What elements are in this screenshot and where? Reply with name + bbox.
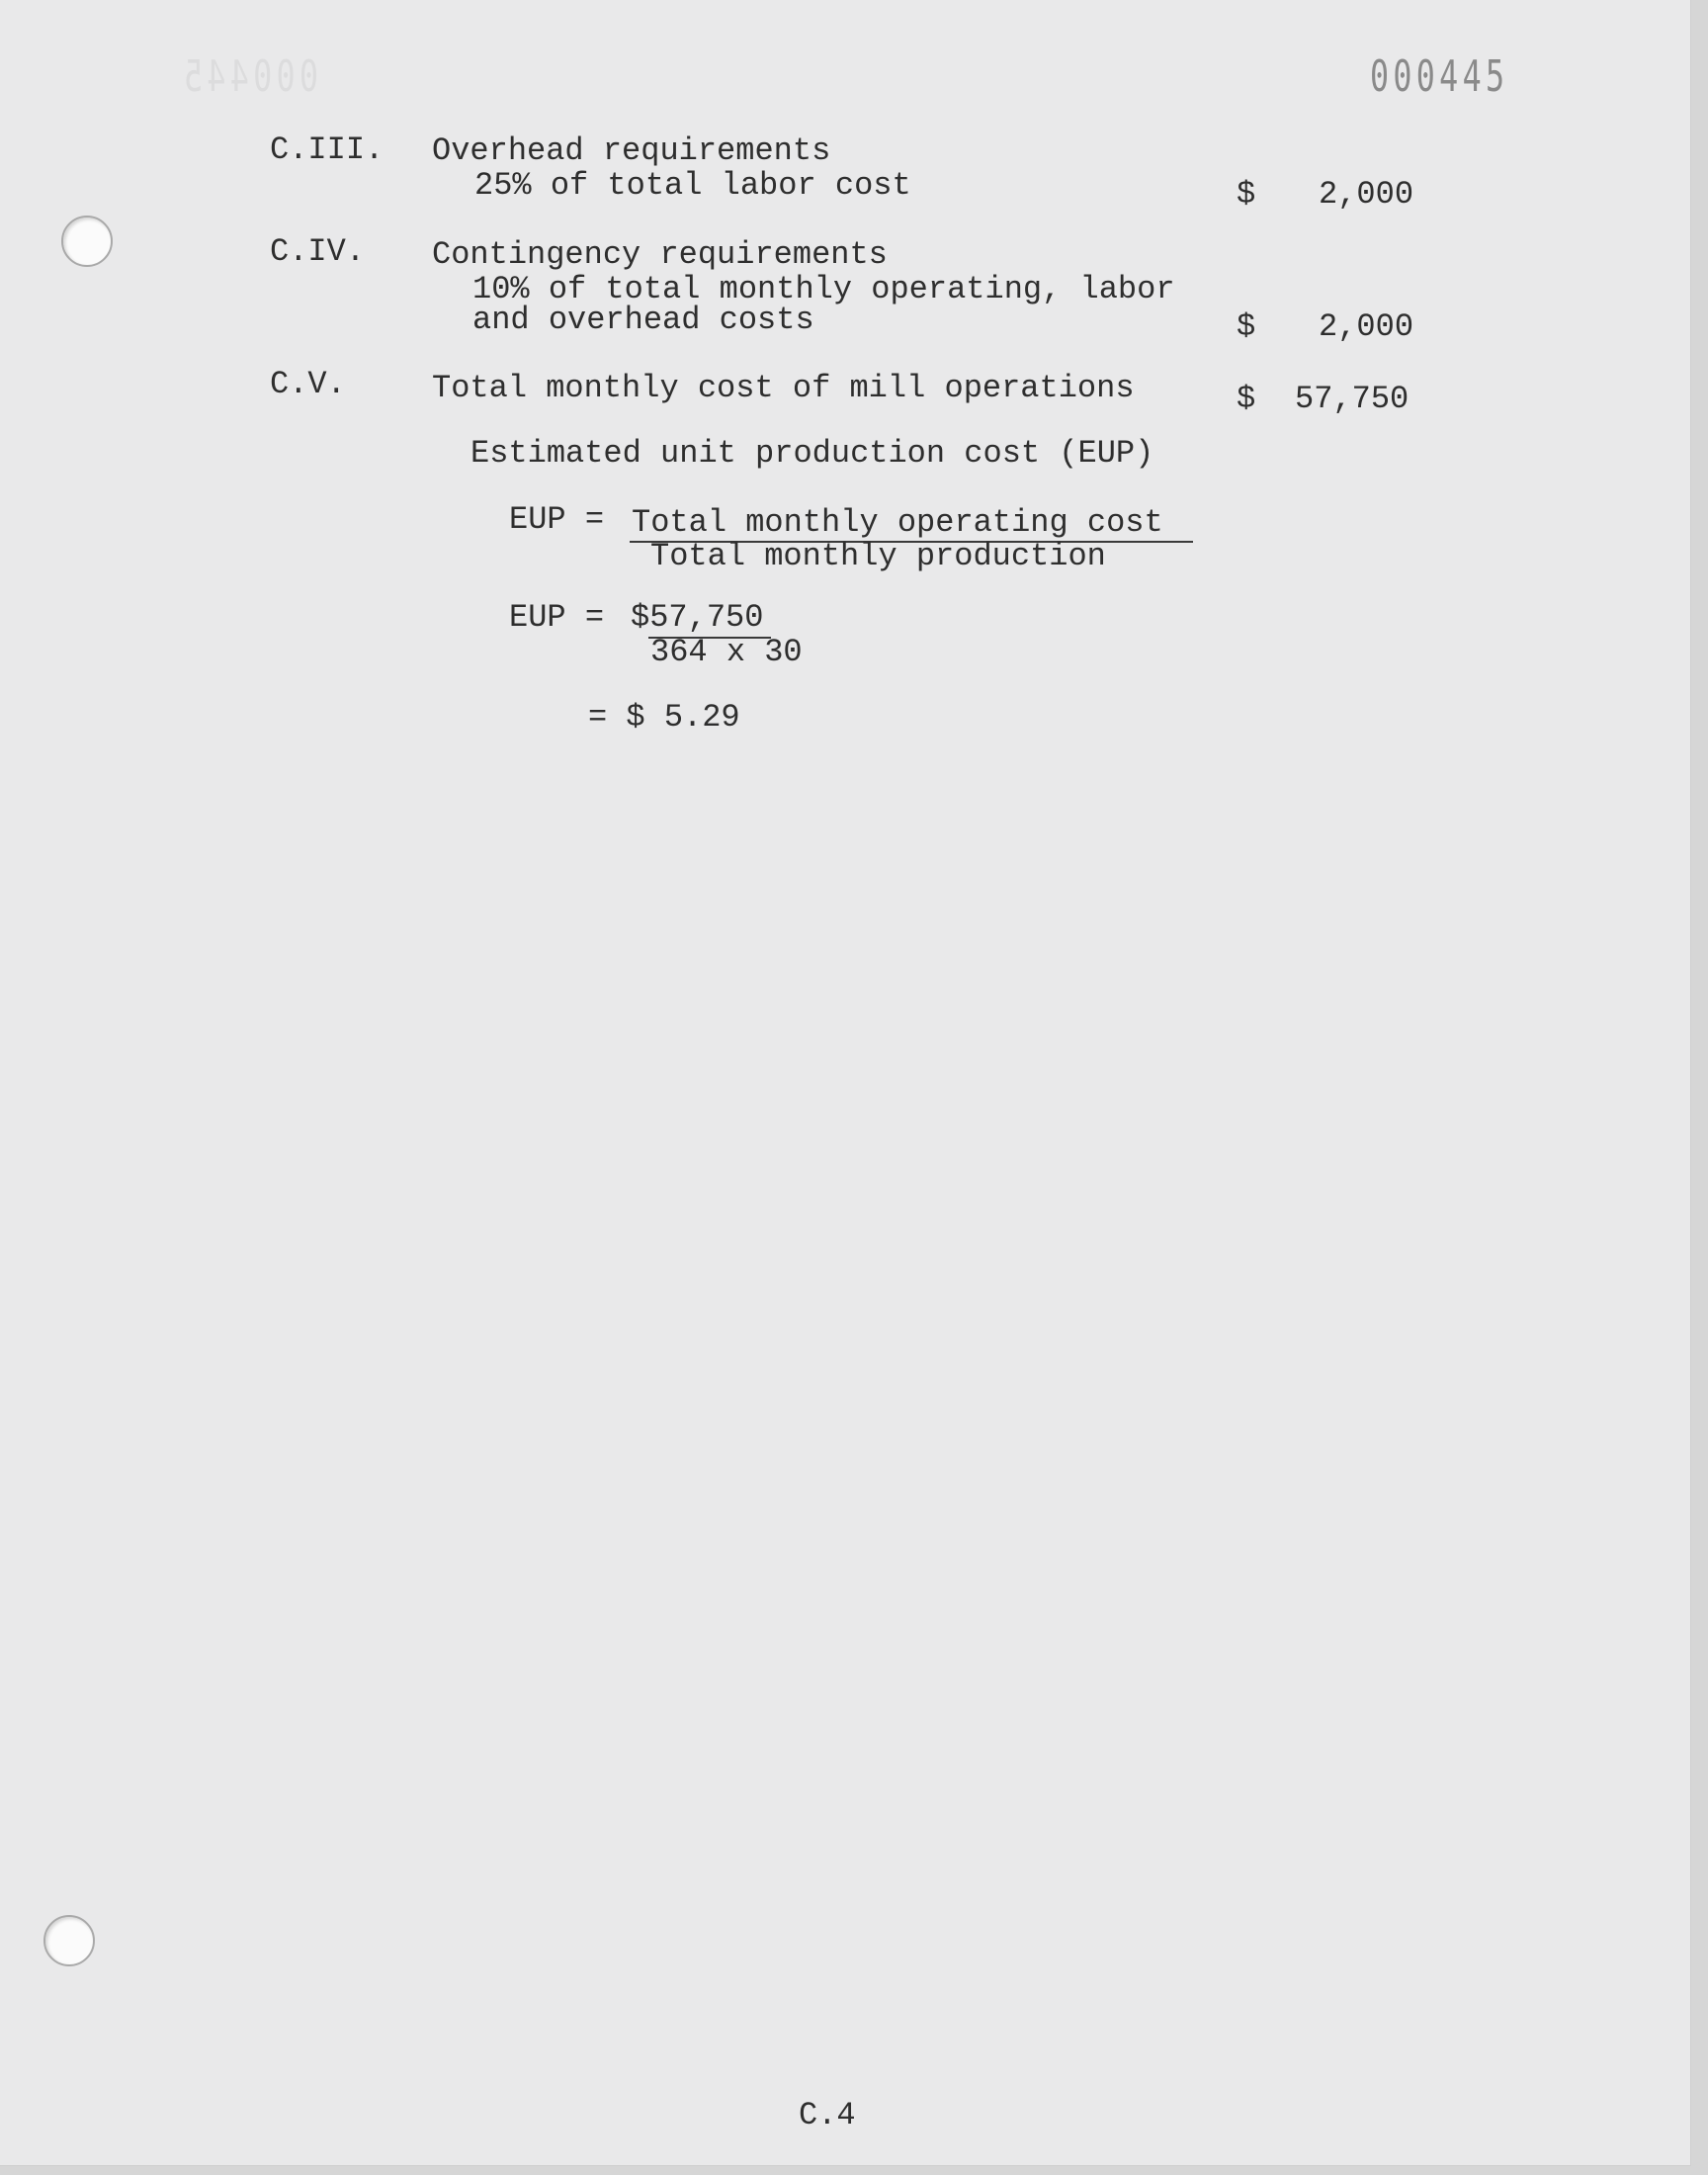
value-lhs: EUP = [509,599,605,636]
eup-result: = $ 5.29 [588,699,740,736]
section-code: C.V. [270,366,346,402]
page-number: C.4 [799,2097,856,2133]
binder-hole-top [61,216,113,267]
section-title: Contingency requirements [432,236,888,273]
value-denominator: 364 x 30 [650,634,803,670]
bleed-through-stamp: 000445 [179,51,318,102]
formula-lhs: EUP = [509,501,605,538]
section-detail-line: and overhead costs [472,302,814,338]
currency-symbol: $ [1237,381,1256,417]
eup-heading: Estimated unit production cost (EUP) [470,435,1154,472]
section-amount: 2,000 [1319,176,1414,213]
section-amount: 57,750 [1295,381,1409,417]
formula-denominator: Total monthly production [650,538,1106,574]
section-title: Total monthly cost of mill operations [432,370,1135,406]
value-numerator: $57,750 [631,599,764,636]
binder-hole-bottom [43,1915,95,1966]
section-code: C.III. [270,131,384,168]
formula-numerator: Total monthly operating cost [632,504,1163,541]
currency-symbol: $ [1237,176,1256,213]
section-title: Overhead requirements [432,132,831,169]
section-amount: 2,000 [1319,308,1414,345]
currency-symbol: $ [1237,308,1256,345]
section-detail-line: 25% of total labor cost [474,167,911,204]
section-code: C.IV. [270,233,366,270]
document-stamp-number: 000445 [1370,51,1509,102]
section-detail-line: 10% of total monthly operating, labor [472,271,1175,307]
